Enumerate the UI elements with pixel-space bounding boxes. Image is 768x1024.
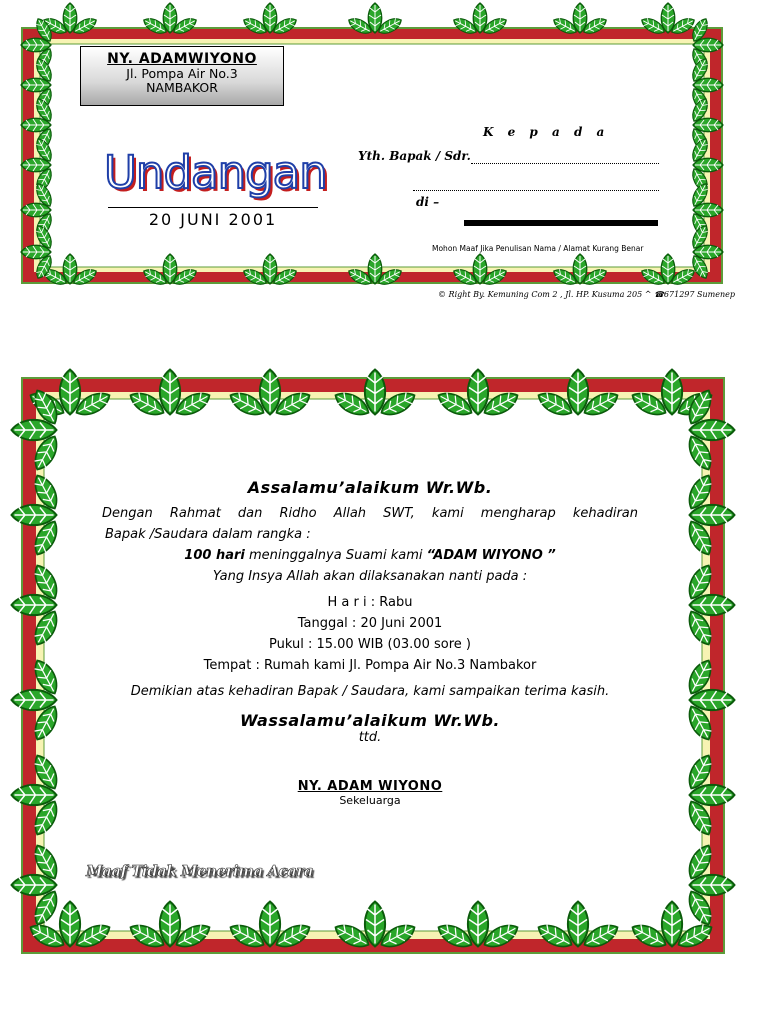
sender-city: NAMBAKOR xyxy=(146,80,218,95)
apology-note: Mohon Maaf Jika Penulisan Nama / Alamat Kurang Benar xyxy=(432,244,644,253)
occasion-text: meninggalnya Suami kami xyxy=(244,548,427,563)
sender-address: Jl. Pompa Air No.3 xyxy=(126,66,238,81)
signer-family: Sekeluarga xyxy=(339,794,401,807)
event-time: Pukul : 15.00 WIB (03.00 sore ) xyxy=(269,637,471,652)
event-place: Tempat : Rumah kami Jl. Pompa Air No.3 Nambakor xyxy=(203,658,537,673)
title-divider xyxy=(108,207,318,208)
sender-box xyxy=(80,46,284,106)
event-date: Tanggal : 20 Juni 2001 xyxy=(297,616,443,631)
kepada-label: K e p a d a xyxy=(483,125,610,139)
occasion-line xyxy=(80,545,660,566)
recipient-label: Yth. Bapak / Sdr. xyxy=(358,149,471,163)
closing-greeting: Wassalamu’alaikum Wr.Wb. xyxy=(239,711,501,730)
occasion-days: 100 hari xyxy=(184,548,245,563)
schedule-intro: Yang Insya Allah akan dilaksanakan nanti pada : xyxy=(212,569,528,584)
recipient-extra-line xyxy=(413,190,659,191)
copyright-note: © Right By. Kemuning Com 2 , Jl. HP. Kusuma 205 ^ ☎671297 Sumenep xyxy=(438,290,735,299)
deceased-name: “ADAM WIYONO ” xyxy=(426,548,556,563)
address-label: di – xyxy=(416,195,440,209)
intro-line-1: Dengan Rahmat dan Ridho Allah SWT, kami mengharap kehadiran xyxy=(102,506,638,521)
letter-body xyxy=(80,478,660,807)
invitation-date: 20 JUNI 2001 xyxy=(148,210,278,229)
recipient-name-line xyxy=(471,163,659,164)
greeting: Assalamu’alaikum Wr.Wb. xyxy=(247,478,493,497)
sender-name: NY. ADAMWIYONO xyxy=(107,51,257,67)
closing-line: Demikian atas kehadiran Bapak / Saudara, kami sampaikan terima kasih. xyxy=(130,684,610,699)
address-bar xyxy=(464,220,658,226)
intro-line-2: Bapak /Saudara dalam rangka : xyxy=(105,527,311,542)
no-gift-note: Maaf Tidak Menerima Acara xyxy=(86,862,314,880)
ttd-label: ttd. xyxy=(358,730,382,745)
event-day: H a r i : Rabu xyxy=(327,595,413,610)
invitation-title: Undangan xyxy=(104,146,327,199)
signer-name: NY. ADAM WIYONO xyxy=(297,779,443,794)
